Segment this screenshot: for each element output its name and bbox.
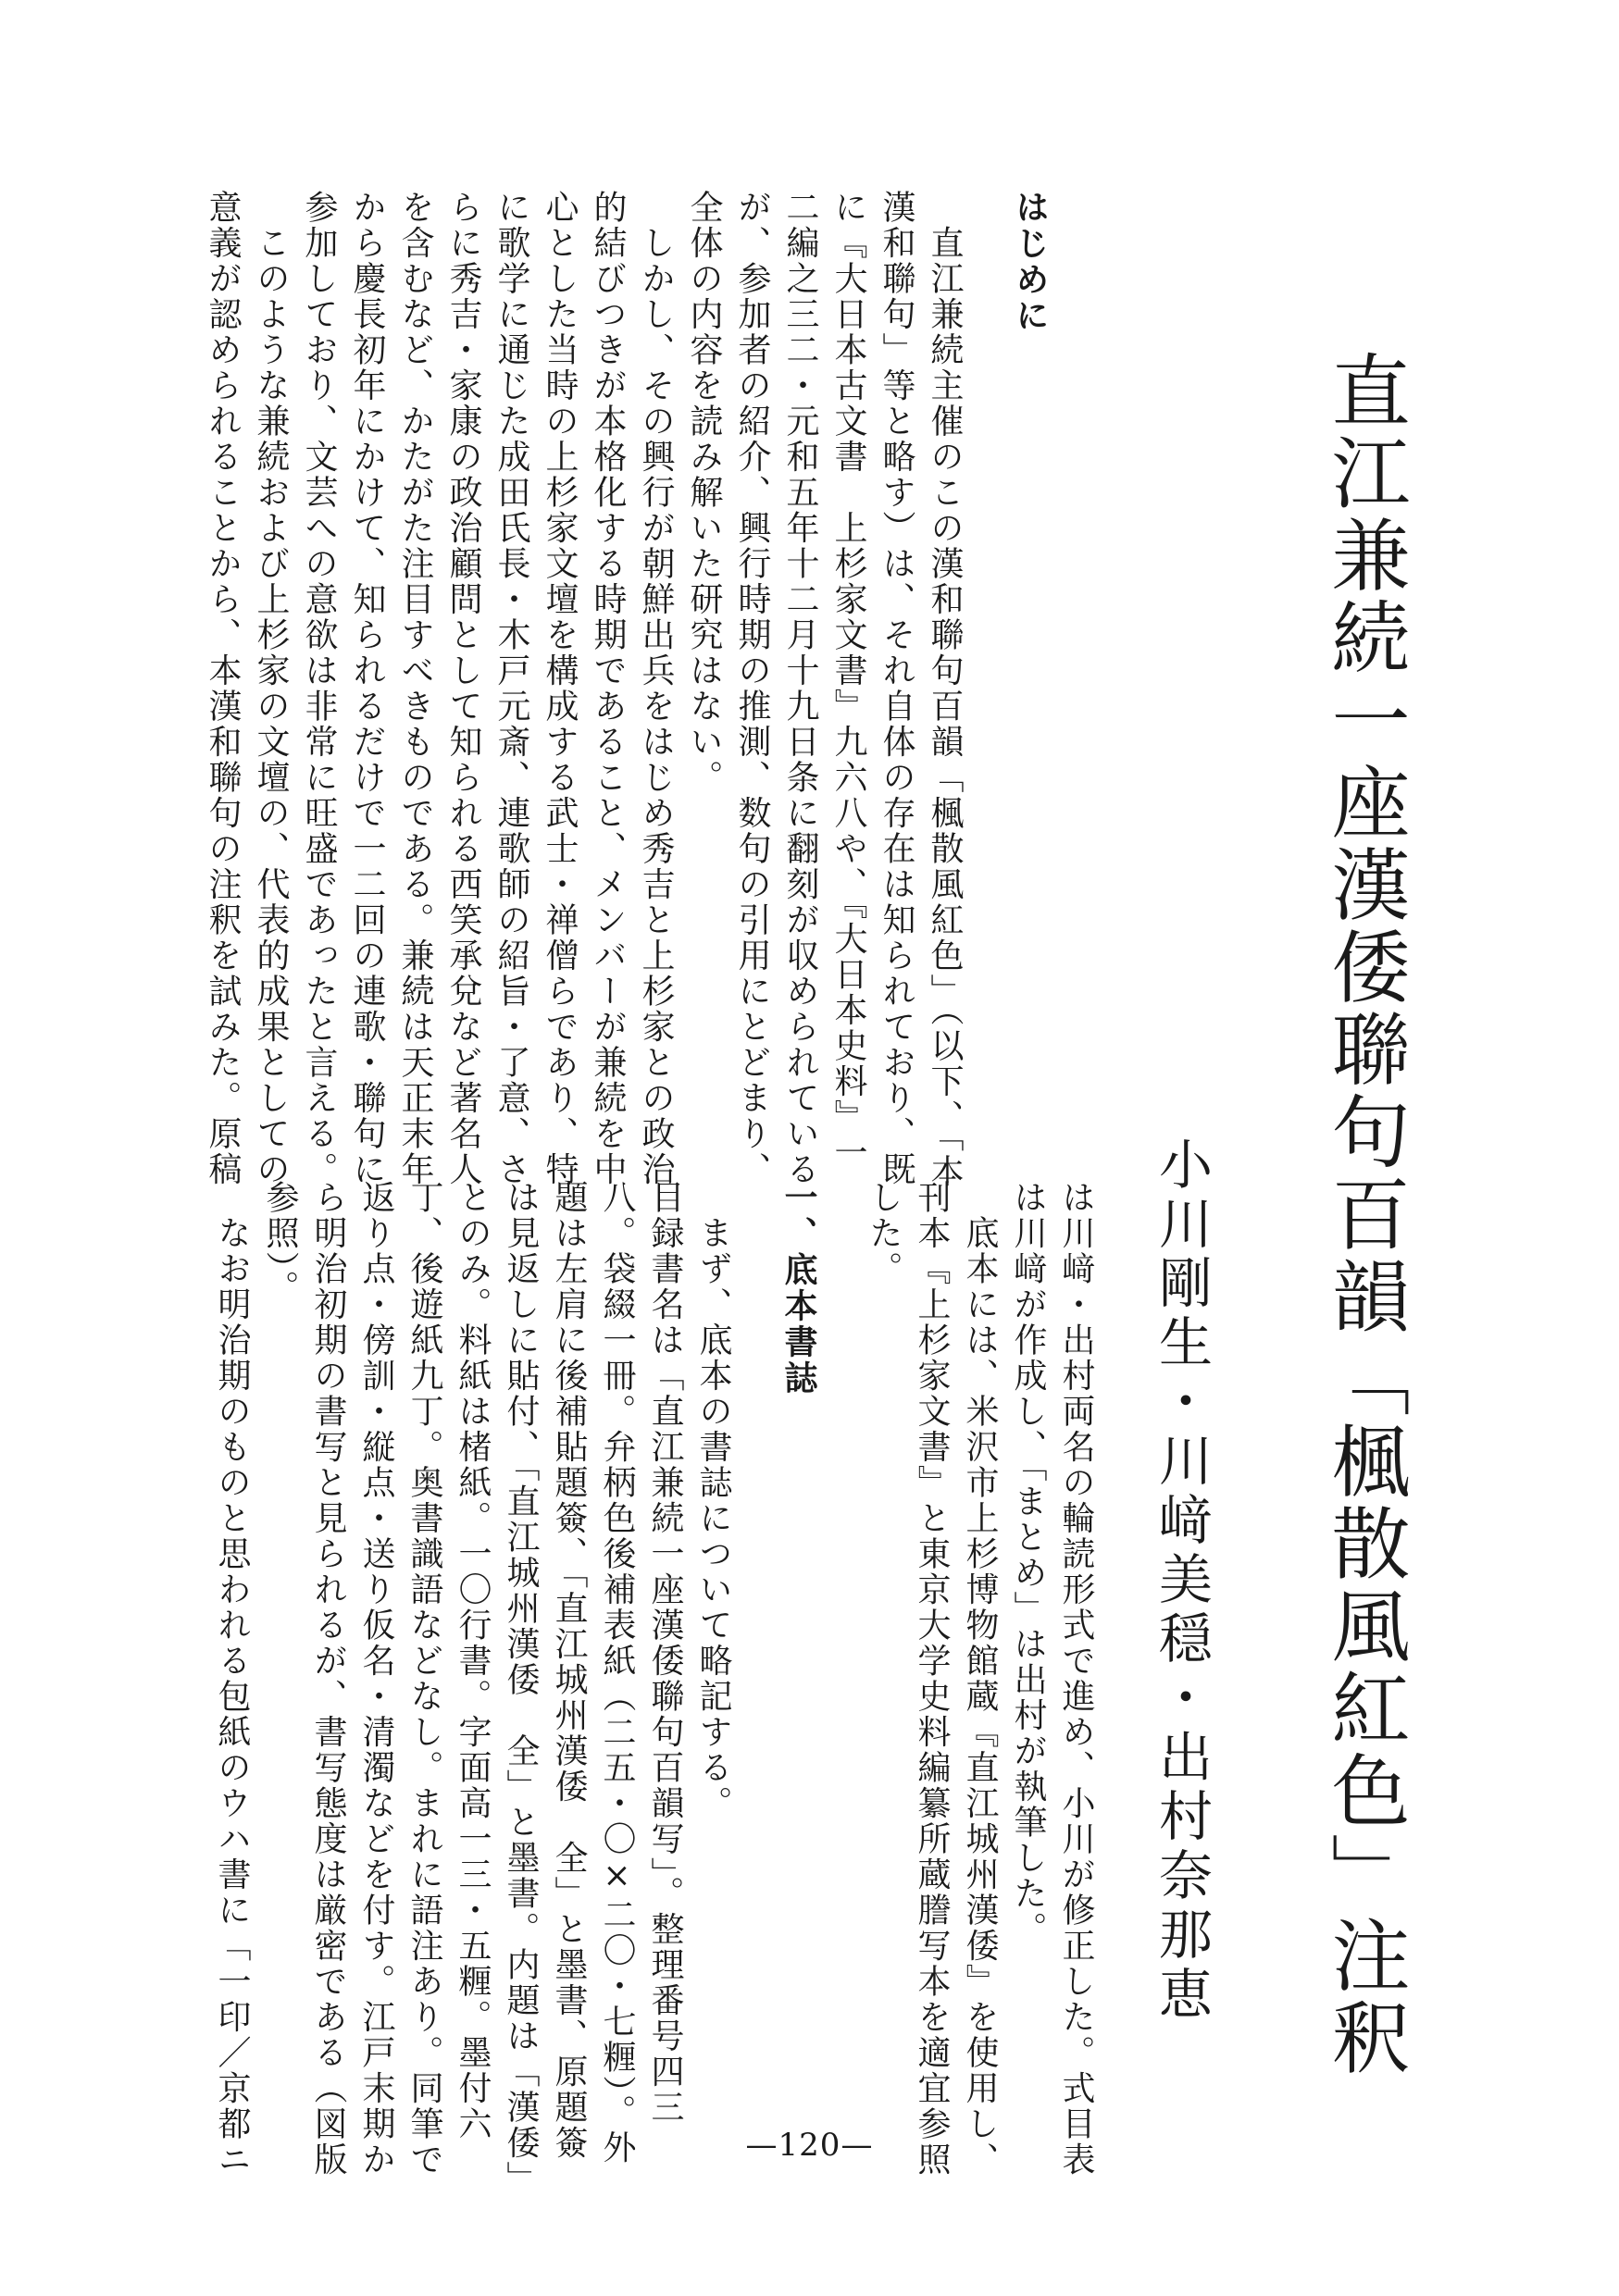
text-line: 丁、後遊紙九丁。奥書識語などなし。まれに語注あり。同筆で xyxy=(405,1180,443,2178)
text-line: 二編之三二・元和五年十二月十九日条に翻刻が収められている xyxy=(781,190,819,1187)
text-line: は川﨑・出村両名の輪読形式で進め、小川が修正した。式目表 xyxy=(1057,1180,1095,2178)
text-line: 目録書名は「直江兼続一座漢倭聯句百韻写」。整理番号四三 xyxy=(646,1180,684,2126)
article-title: 直江兼続一座漢倭聯句百韻「楓散風紅色」注釈 xyxy=(1318,350,1410,2079)
text-line: 漢和聯句」等と略す）は、それ自体の存在は知られており、既 xyxy=(878,190,915,1187)
upper-text-block xyxy=(165,190,1053,1190)
text-line: なお明治期のものと思われる包紙のウハ書に「一印／京都ニ xyxy=(213,1180,251,2178)
text-line: は見返しに貼付、「直江城州漢倭 全」と墨書。内題は「漢倭」 xyxy=(502,1180,540,2197)
text-line: ら明治初期の書写と見られるが、書写態度は厳密である（図版 xyxy=(309,1180,347,2178)
text-line: を含むなど、かたがた注目すべきものである。兼続は天正末年 xyxy=(396,190,434,1187)
text-line: 返り点・傍訓・縦点・送り仮名・清濁などを付す。江戸末期か xyxy=(357,1180,395,2178)
text-line: 題は左肩に後補貼題簽、「直江城州漢倭 全」と墨書、原題簽 xyxy=(550,1180,588,2161)
text-line: 心とした当時の上杉家文壇を構成する武士・禅僧らであり、特 xyxy=(541,190,579,1187)
text-line: 参照）。 xyxy=(261,1180,299,1306)
text-line: した。 xyxy=(865,1180,903,1287)
page-number: —120— xyxy=(745,2127,874,2164)
text-line: から慶長初年にかけて、知られるだけで一二回の連歌・聯句に xyxy=(348,190,386,1187)
text-line: 意義が認められることから、本漢和聯句の注釈を試みた。原稿 xyxy=(204,190,242,1187)
text-line: このような兼続および上杉家の文壇の、代表的成果としての xyxy=(252,190,290,1187)
section-heading-introduction: はじめに xyxy=(1011,190,1049,334)
text-line: 八。袋綴一冊。弁柄色後補表紙（二五・〇×二〇・七糎）。外 xyxy=(598,1180,636,2166)
text-line: 刊本『上杉家文書』と東京大学史料編纂所蔵謄写本を適宜参照 xyxy=(913,1180,951,2178)
text-line: が、参加者の紹介、興行時期の推測、数句の引用にとどまり、 xyxy=(733,190,771,1187)
text-line: に『大日本古文書 上杉家文書』九六八や、『大日本史料』一 xyxy=(829,190,867,1171)
text-line: しかし、その興行が朝鮮出兵をはじめ秀吉と上杉家との政治 xyxy=(637,190,675,1187)
text-line: に歌学に通じた成田氏長・木戸元斎、連歌師の紹旨・了意、さ xyxy=(492,190,530,1187)
text-line: 底本には、米沢市上杉博物館蔵『直江城州漢倭』を使用し、 xyxy=(961,1180,999,2178)
text-line: まず、底本の書誌について略記する。 xyxy=(694,1180,732,1821)
section-heading-source-bibliography: 一、底本書誌 xyxy=(779,1180,817,1396)
heading-spacer xyxy=(968,190,1005,1083)
article-authors: 小川剛生・川﨑美穏・出村奈那恵 xyxy=(1150,1136,1213,2025)
text-line: は川﨑が作成し、「まとめ」は出村が執筆した。 xyxy=(1009,1180,1047,1947)
text-line: らに秀吉・家康の政治顧問として知られる西笑承兌など著名人 xyxy=(444,190,482,1187)
text-line: 全体の内容を読み解いた研究はない。 xyxy=(685,190,723,796)
heading-spacer xyxy=(737,1180,774,2087)
text-line: 直江兼続主催のこの漢和聯句百韻「楓散風紅色」（以下、「本 xyxy=(926,190,964,1190)
text-line: とのみ。料紙は楮紙。一〇行書。字面高一三・五糎。墨付六 xyxy=(454,1180,492,2142)
text-line: 的結びつきが本格化する時期であること、メンバーが兼続を中 xyxy=(589,190,627,1187)
heading-spacer xyxy=(822,1180,859,2087)
text-line: 参加しており、文芸への意欲は非常に旺盛であったと言える。 xyxy=(300,190,338,1187)
